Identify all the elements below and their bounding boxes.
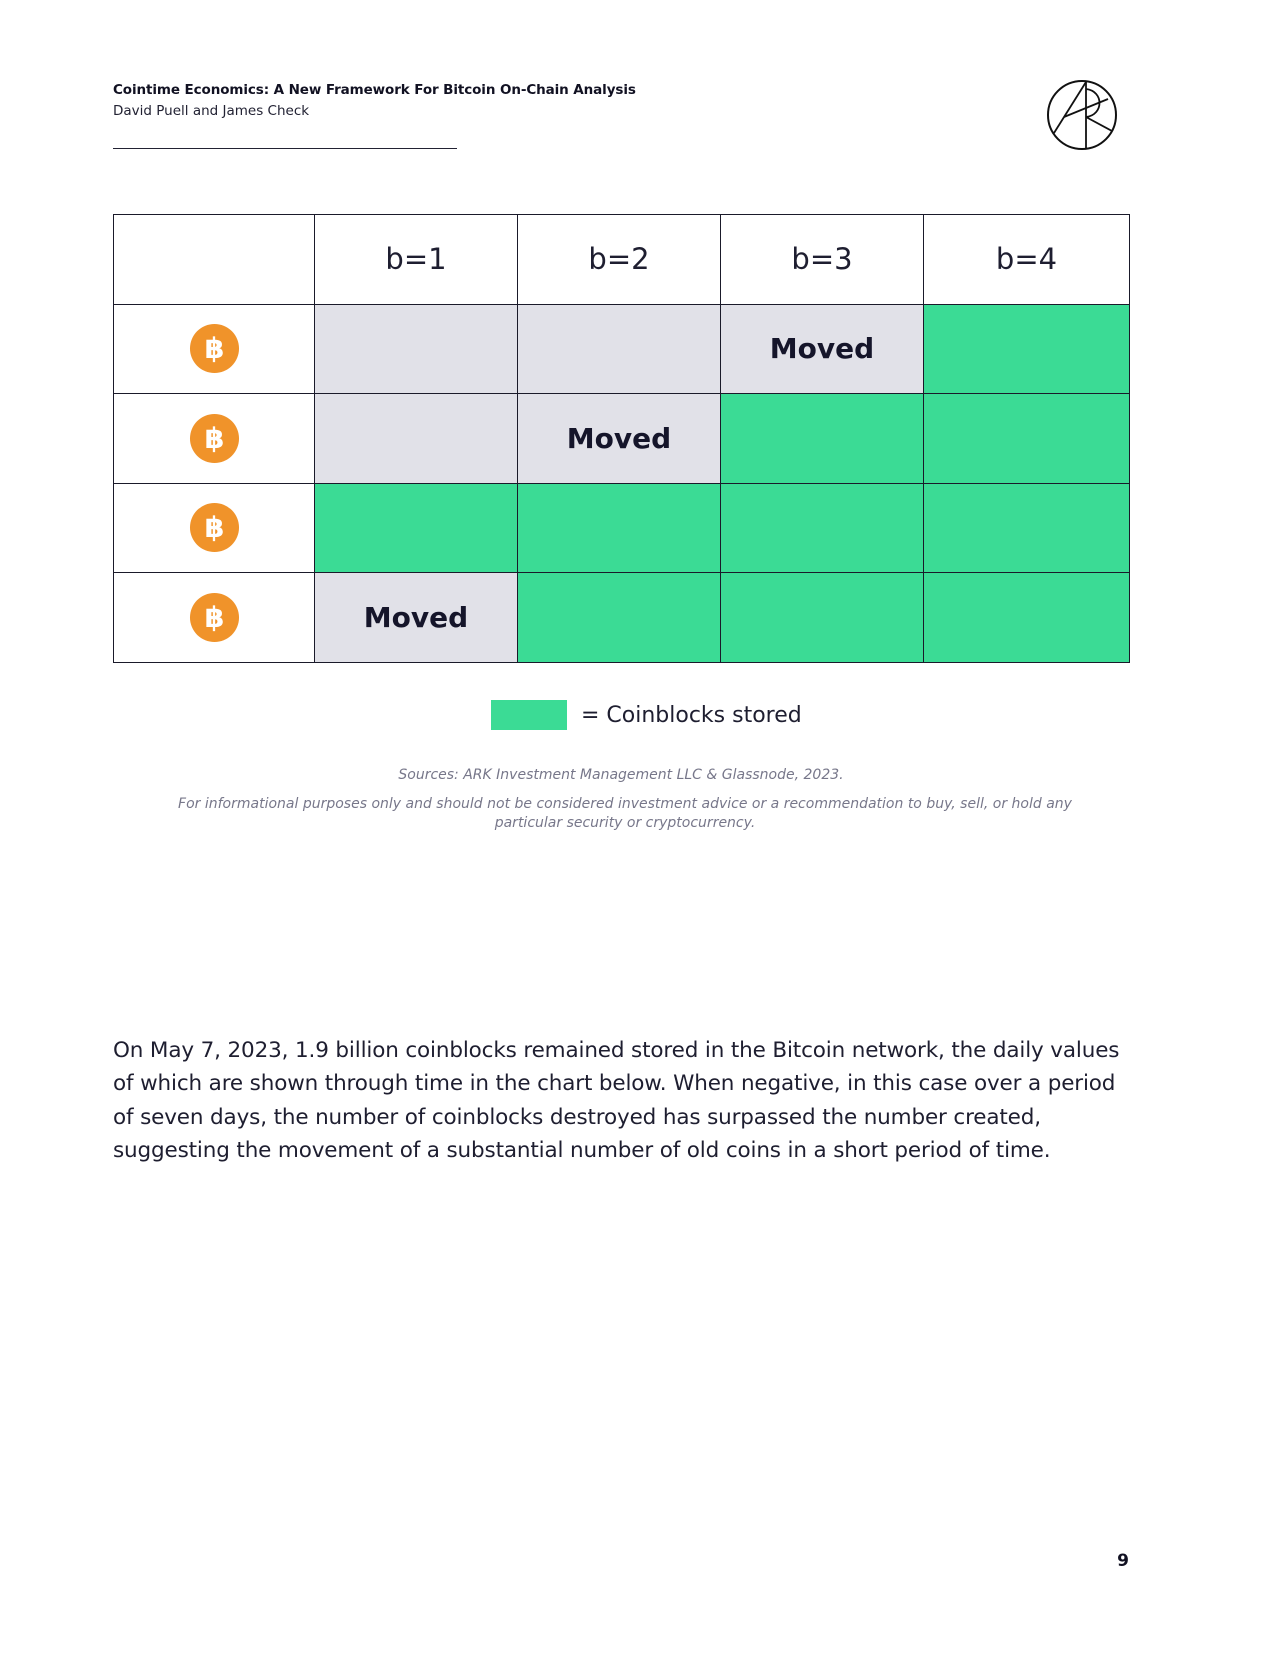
not-stored-cell: [315, 394, 518, 484]
body-paragraph: On May 7, 2023, 1.9 billion coinblocks remained stored in the Bitcoin network, the daily values of which are shown through time in the chart below. When negative, in this case over a period of seven days, the number of coinblocks destroyed has surpassed the number created, suggesting the movement of a substantial number of old coins in a short period of time.: [113, 1037, 1120, 1163]
document-header: [113, 82, 636, 119]
legend: [491, 700, 802, 730]
bitcoin-icon: [189, 502, 240, 553]
moved-cell: Moved: [315, 573, 518, 663]
sources-note: Sources: ARK Investment Management LLC & Glassnode, 2023.: [398, 767, 844, 783]
grid-header-row: [114, 215, 1130, 305]
column-header: b=2: [518, 215, 721, 305]
coinblock-stored-cell: [924, 483, 1130, 573]
coinblock-stored-cell: [924, 573, 1130, 663]
grid-row: [114, 304, 1130, 394]
coin-cell: [114, 304, 315, 394]
coinblock-stored-cell: [924, 304, 1130, 394]
bitcoin-icon: [189, 592, 240, 643]
ark-logo-icon: [1046, 79, 1118, 151]
svg-text:฿: ฿: [204, 332, 224, 366]
document-title: Cointime Economics: A New Framework For Bitcoin On-Chain Analysis: [113, 82, 636, 98]
column-header: b=1: [315, 215, 518, 305]
coin-cell: [114, 394, 315, 484]
moved-cell: Moved: [721, 304, 924, 394]
coinblocks-grid: [113, 214, 1130, 663]
not-stored-cell: [315, 304, 518, 394]
column-header: b=3: [721, 215, 924, 305]
disclaimer-note: For informational purposes only and should not be considered investment advice or a recommendation to buy, sell, or hold any particular security or cryptocurrency.: [178, 796, 1072, 831]
coinblock-stored-cell: [518, 573, 721, 663]
moved-cell: Moved: [518, 394, 721, 484]
grid-row: [114, 483, 1130, 573]
legend-swatch-stored: [491, 700, 567, 730]
bitcoin-icon: [189, 323, 240, 374]
grid-row: [114, 394, 1130, 484]
column-header: b=4: [924, 215, 1130, 305]
coinblock-stored-cell: [721, 573, 924, 663]
coinblock-stored-cell: [924, 394, 1130, 484]
document-authors: David Puell and James Check: [113, 103, 310, 119]
grid-corner-cell: [114, 215, 315, 305]
header-divider: [113, 148, 457, 149]
grid-row: [114, 573, 1130, 663]
coin-cell: [114, 483, 315, 573]
bitcoin-icon: [189, 413, 240, 464]
svg-text:฿: ฿: [204, 600, 224, 634]
coinblock-stored-cell: [518, 483, 721, 573]
legend-label: = Coinblocks stored: [581, 702, 802, 728]
svg-text:฿: ฿: [204, 511, 224, 545]
coinblock-stored-cell: [721, 394, 924, 484]
coin-cell: [114, 573, 315, 663]
not-stored-cell: [518, 304, 721, 394]
coinblock-stored-cell: [315, 483, 518, 573]
svg-text:฿: ฿: [204, 421, 224, 455]
coinblock-stored-cell: [721, 483, 924, 573]
page-number: 9: [1117, 1551, 1129, 1571]
